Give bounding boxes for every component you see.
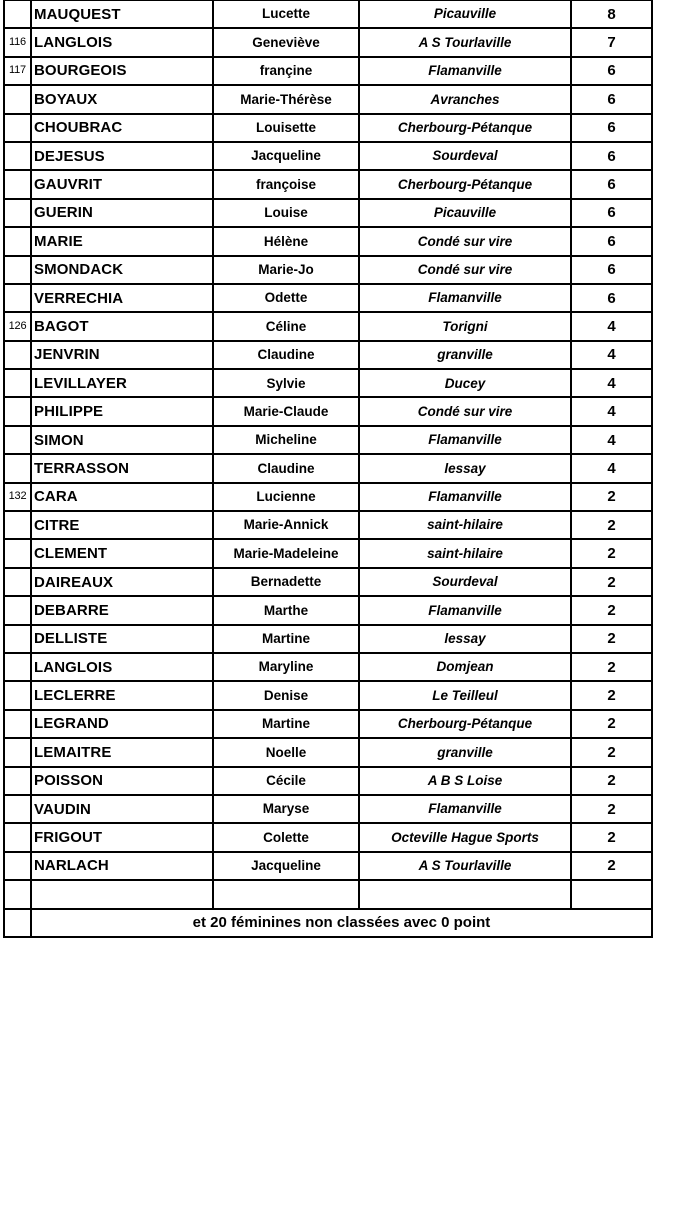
rank-cell bbox=[4, 596, 31, 624]
first-name-cell: Maryline bbox=[213, 653, 359, 681]
rank-cell bbox=[4, 284, 31, 312]
club-cell: Flamanville bbox=[359, 57, 571, 85]
club-cell: A S Tourlaville bbox=[359, 852, 571, 880]
club-cell: granville bbox=[359, 341, 571, 369]
rank-cell bbox=[4, 369, 31, 397]
club-cell: lessay bbox=[359, 625, 571, 653]
first-name-cell: Cécile bbox=[213, 767, 359, 795]
club-cell: granville bbox=[359, 738, 571, 766]
last-name-cell: MAUQUEST bbox=[31, 0, 213, 28]
last-name-cell: BAGOT bbox=[31, 312, 213, 340]
last-name-cell: CARA bbox=[31, 483, 213, 511]
points-cell: 2 bbox=[571, 852, 652, 880]
last-name-cell: LECLERRE bbox=[31, 681, 213, 709]
table-row bbox=[4, 284, 652, 312]
last-name-cell: DEJESUS bbox=[31, 142, 213, 170]
rank-cell bbox=[4, 85, 31, 113]
rank-cell: 116 bbox=[4, 28, 31, 56]
club-cell: Flamanville bbox=[359, 483, 571, 511]
table-row bbox=[4, 227, 652, 255]
first-name-cell: françoise bbox=[213, 170, 359, 198]
points-cell: 2 bbox=[571, 625, 652, 653]
club-cell: A S Tourlaville bbox=[359, 28, 571, 56]
club-cell: Condé sur vire bbox=[359, 227, 571, 255]
ranking-table-body bbox=[4, 0, 652, 937]
first-name-cell: Louisette bbox=[213, 114, 359, 142]
last-name-cell: CLEMENT bbox=[31, 539, 213, 567]
club-cell: Sourdeval bbox=[359, 142, 571, 170]
points-cell: 6 bbox=[571, 57, 652, 85]
points-cell: 6 bbox=[571, 85, 652, 113]
last-name-cell: MARIE bbox=[31, 227, 213, 255]
club-cell: lessay bbox=[359, 454, 571, 482]
rank-cell bbox=[4, 341, 31, 369]
last-name-cell: NARLACH bbox=[31, 852, 213, 880]
club-cell: Flamanville bbox=[359, 284, 571, 312]
table-row bbox=[4, 369, 652, 397]
points-cell: 4 bbox=[571, 369, 652, 397]
last-name-cell: BOYAUX bbox=[31, 85, 213, 113]
first-name-cell: Marie-Claude bbox=[213, 397, 359, 425]
first-name-cell: Marie-Annick bbox=[213, 511, 359, 539]
points-cell: 4 bbox=[571, 426, 652, 454]
club-cell: Domjean bbox=[359, 653, 571, 681]
last-name-cell: POISSON bbox=[31, 767, 213, 795]
rank-cell bbox=[4, 256, 31, 284]
first-name-cell: Jacqueline bbox=[213, 142, 359, 170]
table-row bbox=[4, 681, 652, 709]
first-name-cell: Jacqueline bbox=[213, 852, 359, 880]
club-cell: Cherbourg-Pétanque bbox=[359, 710, 571, 738]
club-cell: Picauville bbox=[359, 0, 571, 28]
first-name-cell: Sylvie bbox=[213, 369, 359, 397]
rank-cell bbox=[4, 653, 31, 681]
last-name-cell: LEMAITRE bbox=[31, 738, 213, 766]
points-cell: 6 bbox=[571, 227, 652, 255]
table-row bbox=[4, 710, 652, 738]
last-name-cell: DEBARRE bbox=[31, 596, 213, 624]
table-row bbox=[4, 114, 652, 142]
last-name-cell: PHILIPPE bbox=[31, 397, 213, 425]
points-cell: 6 bbox=[571, 199, 652, 227]
first-name-cell: Marie-Jo bbox=[213, 256, 359, 284]
empty-cell bbox=[4, 880, 31, 908]
points-cell: 7 bbox=[571, 28, 652, 56]
rank-cell bbox=[4, 397, 31, 425]
points-cell: 6 bbox=[571, 142, 652, 170]
points-cell: 2 bbox=[571, 767, 652, 795]
table-row bbox=[4, 426, 652, 454]
club-cell: Sourdeval bbox=[359, 568, 571, 596]
club-cell: Cherbourg-Pétanque bbox=[359, 114, 571, 142]
rank-cell: 126 bbox=[4, 312, 31, 340]
table-row bbox=[4, 852, 652, 880]
table-row bbox=[4, 596, 652, 624]
last-name-cell: VAUDIN bbox=[31, 795, 213, 823]
table-row bbox=[4, 170, 652, 198]
rank-cell bbox=[4, 738, 31, 766]
last-name-cell: DAIREAUX bbox=[31, 568, 213, 596]
first-name-cell: Odette bbox=[213, 284, 359, 312]
first-name-cell: françine bbox=[213, 57, 359, 85]
rank-cell bbox=[4, 0, 31, 28]
footer-rank-cell bbox=[4, 909, 31, 937]
points-cell: 2 bbox=[571, 653, 652, 681]
table-row bbox=[4, 312, 652, 340]
first-name-cell: Geneviève bbox=[213, 28, 359, 56]
table-row bbox=[4, 767, 652, 795]
club-cell: Picauville bbox=[359, 199, 571, 227]
last-name-cell: GUERIN bbox=[31, 199, 213, 227]
points-cell: 6 bbox=[571, 284, 652, 312]
table-row bbox=[4, 256, 652, 284]
rank-cell bbox=[4, 568, 31, 596]
first-name-cell: Louise bbox=[213, 199, 359, 227]
rank-cell bbox=[4, 767, 31, 795]
first-name-cell: Lucette bbox=[213, 0, 359, 28]
rank-cell bbox=[4, 142, 31, 170]
first-name-cell: Bernadette bbox=[213, 568, 359, 596]
first-name-cell: Colette bbox=[213, 823, 359, 851]
rank-cell bbox=[4, 170, 31, 198]
club-cell: A B S Loise bbox=[359, 767, 571, 795]
club-cell: Torigni bbox=[359, 312, 571, 340]
last-name-cell: VERRECHIA bbox=[31, 284, 213, 312]
first-name-cell: Marie-Thérèse bbox=[213, 85, 359, 113]
points-cell: 6 bbox=[571, 114, 652, 142]
rank-cell bbox=[4, 114, 31, 142]
table-row bbox=[4, 625, 652, 653]
points-cell: 2 bbox=[571, 483, 652, 511]
club-cell: Octeville Hague Sports bbox=[359, 823, 571, 851]
table-row bbox=[4, 199, 652, 227]
rank-cell bbox=[4, 227, 31, 255]
rank-cell: 117 bbox=[4, 57, 31, 85]
rank-cell bbox=[4, 823, 31, 851]
points-cell: 2 bbox=[571, 738, 652, 766]
empty-cell bbox=[213, 880, 359, 908]
table-row bbox=[4, 0, 652, 28]
table-row bbox=[4, 28, 652, 56]
club-cell: Ducey bbox=[359, 369, 571, 397]
table-row bbox=[4, 880, 652, 908]
first-name-cell: Claudine bbox=[213, 454, 359, 482]
club-cell: Le Teilleul bbox=[359, 681, 571, 709]
first-name-cell: Martine bbox=[213, 710, 359, 738]
rank-cell bbox=[4, 199, 31, 227]
points-cell: 2 bbox=[571, 823, 652, 851]
first-name-cell: Martine bbox=[213, 625, 359, 653]
rank-cell bbox=[4, 539, 31, 567]
club-cell: Avranches bbox=[359, 85, 571, 113]
rank-cell bbox=[4, 625, 31, 653]
rank-cell bbox=[4, 795, 31, 823]
first-name-cell: Noelle bbox=[213, 738, 359, 766]
points-cell: 2 bbox=[571, 596, 652, 624]
table-row bbox=[4, 57, 652, 85]
points-cell: 4 bbox=[571, 397, 652, 425]
table-row bbox=[4, 341, 652, 369]
table-row bbox=[4, 568, 652, 596]
first-name-cell: Céline bbox=[213, 312, 359, 340]
points-cell: 2 bbox=[571, 795, 652, 823]
club-cell: Flamanville bbox=[359, 795, 571, 823]
club-cell: Flamanville bbox=[359, 596, 571, 624]
last-name-cell: LANGLOIS bbox=[31, 653, 213, 681]
points-cell: 4 bbox=[571, 454, 652, 482]
footer-row bbox=[4, 909, 652, 937]
table-row bbox=[4, 539, 652, 567]
rank-cell bbox=[4, 681, 31, 709]
table-row bbox=[4, 795, 652, 823]
last-name-cell: LEVILLAYER bbox=[31, 369, 213, 397]
rank-cell bbox=[4, 852, 31, 880]
points-cell: 8 bbox=[571, 0, 652, 28]
points-cell: 2 bbox=[571, 539, 652, 567]
last-name-cell: FRIGOUT bbox=[31, 823, 213, 851]
last-name-cell: GAUVRIT bbox=[31, 170, 213, 198]
first-name-cell: Maryse bbox=[213, 795, 359, 823]
rank-cell bbox=[4, 454, 31, 482]
last-name-cell: CHOUBRAC bbox=[31, 114, 213, 142]
ranking-table bbox=[3, 0, 653, 938]
empty-cell bbox=[571, 880, 652, 908]
club-cell: saint-hilaire bbox=[359, 511, 571, 539]
points-cell: 2 bbox=[571, 511, 652, 539]
first-name-cell: Lucienne bbox=[213, 483, 359, 511]
first-name-cell: Marthe bbox=[213, 596, 359, 624]
rank-cell bbox=[4, 710, 31, 738]
last-name-cell: SMONDACK bbox=[31, 256, 213, 284]
last-name-cell: SIMON bbox=[31, 426, 213, 454]
points-cell: 6 bbox=[571, 256, 652, 284]
table-row bbox=[4, 738, 652, 766]
points-cell: 2 bbox=[571, 681, 652, 709]
points-cell: 2 bbox=[571, 710, 652, 738]
table-row bbox=[4, 653, 652, 681]
first-name-cell: Micheline bbox=[213, 426, 359, 454]
last-name-cell: CITRE bbox=[31, 511, 213, 539]
table-row bbox=[4, 142, 652, 170]
club-cell: Flamanville bbox=[359, 426, 571, 454]
table-row bbox=[4, 397, 652, 425]
club-cell: Condé sur vire bbox=[359, 397, 571, 425]
table-row bbox=[4, 823, 652, 851]
table-row bbox=[4, 511, 652, 539]
points-cell: 2 bbox=[571, 568, 652, 596]
first-name-cell: Denise bbox=[213, 681, 359, 709]
empty-cell bbox=[31, 880, 213, 908]
points-cell: 4 bbox=[571, 341, 652, 369]
last-name-cell: TERRASSON bbox=[31, 454, 213, 482]
club-cell: Cherbourg-Pétanque bbox=[359, 170, 571, 198]
rank-cell bbox=[4, 511, 31, 539]
points-cell: 4 bbox=[571, 312, 652, 340]
table-row bbox=[4, 454, 652, 482]
club-cell: Condé sur vire bbox=[359, 256, 571, 284]
last-name-cell: BOURGEOIS bbox=[31, 57, 213, 85]
rank-cell bbox=[4, 426, 31, 454]
rank-cell: 132 bbox=[4, 483, 31, 511]
last-name-cell: DELLISTE bbox=[31, 625, 213, 653]
club-cell: saint-hilaire bbox=[359, 539, 571, 567]
table-row bbox=[4, 483, 652, 511]
points-cell: 6 bbox=[571, 170, 652, 198]
last-name-cell: JENVRIN bbox=[31, 341, 213, 369]
empty-cell bbox=[359, 880, 571, 908]
first-name-cell: Marie-Madeleine bbox=[213, 539, 359, 567]
ranking-table-container bbox=[3, 0, 651, 938]
first-name-cell: Hélène bbox=[213, 227, 359, 255]
last-name-cell: LEGRAND bbox=[31, 710, 213, 738]
footer-note: et 20 féminines non classées avec 0 point bbox=[31, 909, 652, 937]
last-name-cell: LANGLOIS bbox=[31, 28, 213, 56]
first-name-cell: Claudine bbox=[213, 341, 359, 369]
table-row bbox=[4, 85, 652, 113]
